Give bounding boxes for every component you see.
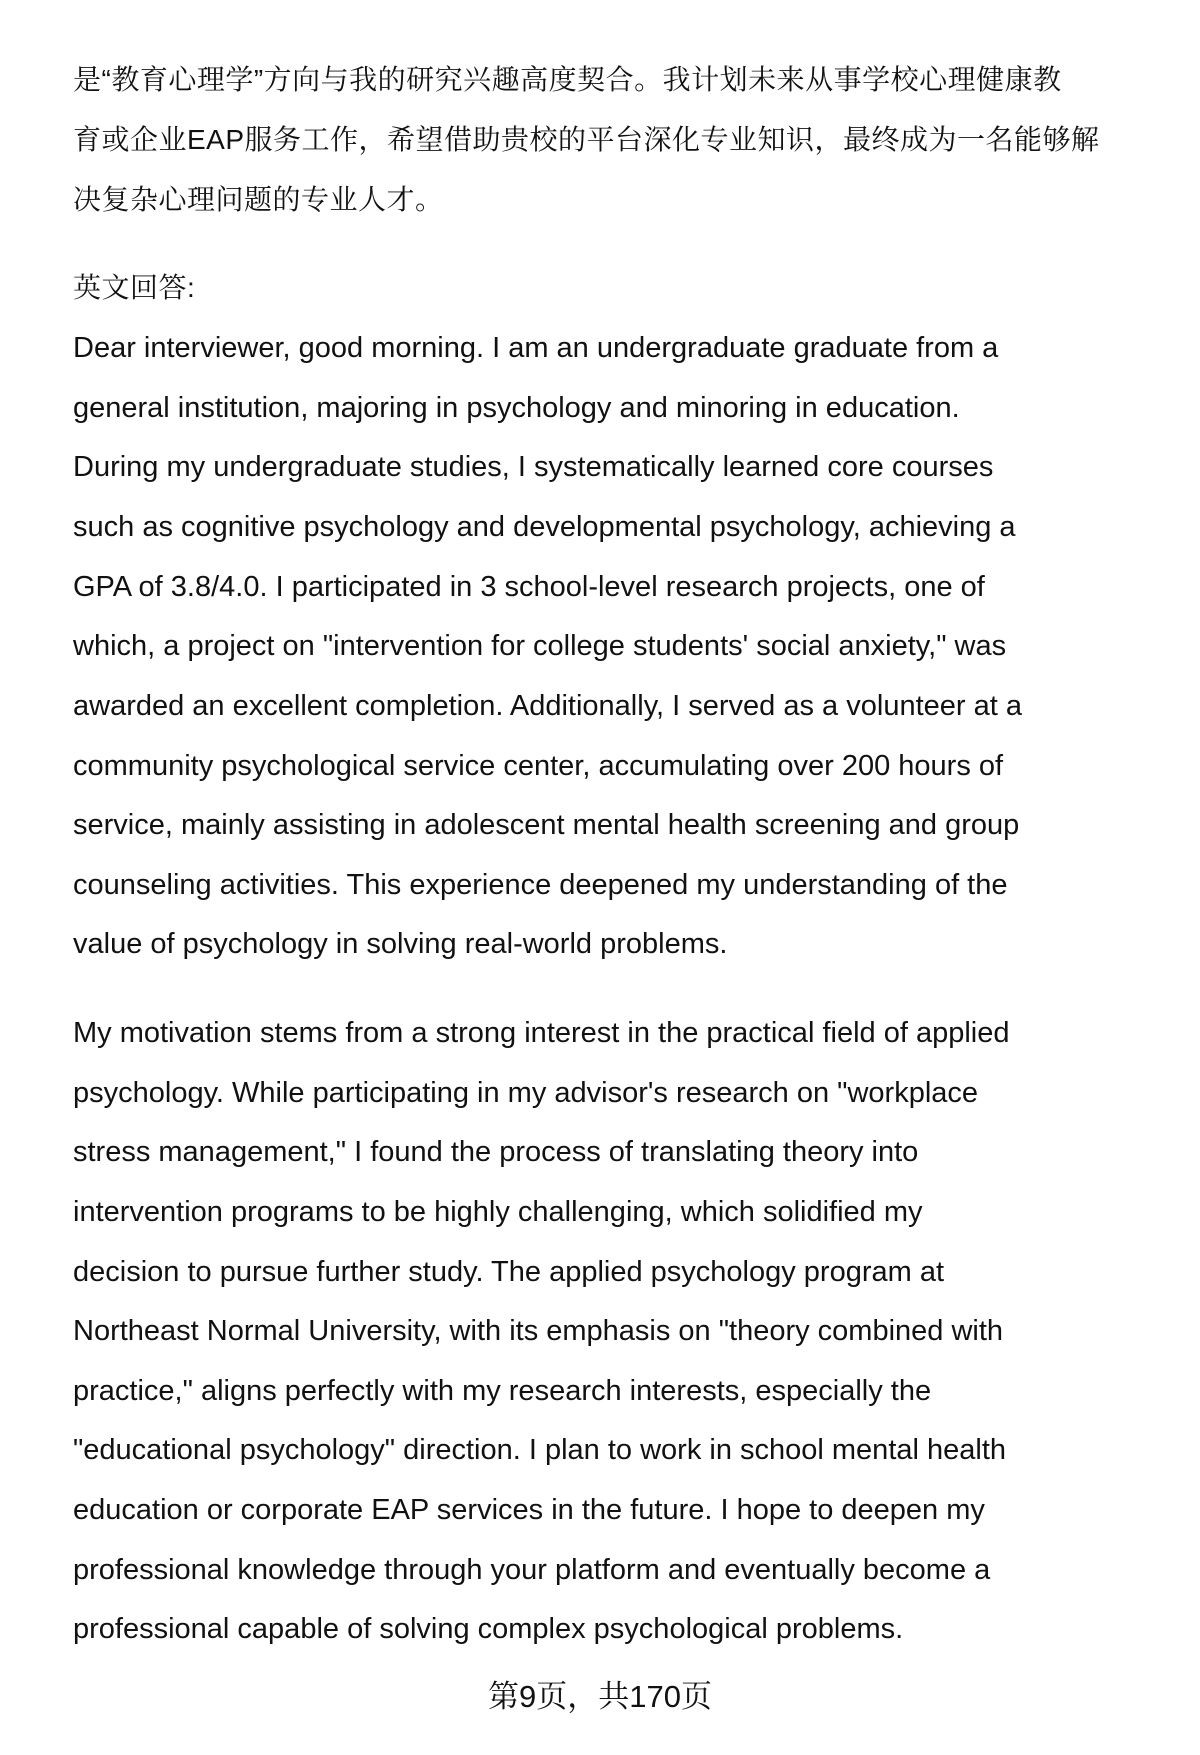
paragraph1-line: GPA of 3.8/4.0. I participated in 3 school-level research projects, one of — [73, 571, 985, 603]
paragraph2-line: psychology. While participating in my advisor's research on "workplace — [73, 1077, 979, 1109]
paragraph2-line: professional knowledge through your platform and eventually become a — [73, 1554, 991, 1586]
paragraph1-line: value of psychology in solving real-world problems. — [73, 928, 728, 960]
paragraph2-line: decision to pursue further study. The applied psychology program at — [73, 1256, 945, 1288]
paragraph2-line: "educational psychology" direction. I plan to work in school mental health — [73, 1434, 1007, 1466]
paragraph1-line: service, mainly assisting in adolescent mental health screening and group — [73, 809, 1020, 841]
paragraph1-line: awarded an excellent completion. Additionally, I served as a volunteer at a — [73, 690, 1022, 722]
paragraph2-line: intervention programs to be highly challenging, which solidified my — [73, 1196, 923, 1228]
paragraph1-line: Dear interviewer, good morning. I am an undergraduate graduate from a — [73, 332, 999, 364]
paragraph2-line: Northeast Normal University, with its emphasis on "theory combined with — [73, 1315, 1004, 1347]
paragraph2-line: stress management," I found the process of translating theory into — [73, 1136, 919, 1168]
paragraph1-line: During my undergraduate studies, I systematically learned core courses — [73, 451, 994, 483]
paragraph1-line: general institution, majoring in psychology and minoring in education. — [73, 392, 960, 424]
paragraph2-line: professional capable of solving complex psychological problems. — [73, 1613, 904, 1645]
chinese-text-line: 是“教育心理学”方向与我的研究兴趣高度契合。我计划未来从事学校心理健康教 — [73, 64, 1062, 95]
page-number-footer: 第9页，共170页 — [488, 1679, 712, 1714]
paragraph1-line: such as cognitive psychology and developmental psychology, achieving a — [73, 511, 1016, 543]
paragraph2-line: practice," aligns perfectly with my research interests, especially the — [73, 1375, 932, 1407]
english-answer-heading: 英文回答: — [73, 272, 196, 303]
chinese-text-line: 育或企业EAP服务工作，希望借助贵校的平台深化专业知识，最终成为一名能够解 — [73, 124, 1100, 155]
paragraph1-line: counseling activities. This experience deepened my understanding of the — [73, 869, 1008, 901]
chinese-text-line: 决复杂心理问题的专业人才。 — [73, 184, 444, 215]
paragraph1-line: community psychological service center, accumulating over 200 hours of — [73, 750, 1004, 782]
paragraph1-line: which, a project on "intervention for college students' social anxiety," was — [73, 630, 1007, 662]
paragraph2-line: education or corporate EAP services in the future. I hope to deepen my — [73, 1494, 985, 1526]
paragraph2-line: My motivation stems from a strong interest in the practical field of applied — [73, 1017, 1010, 1049]
